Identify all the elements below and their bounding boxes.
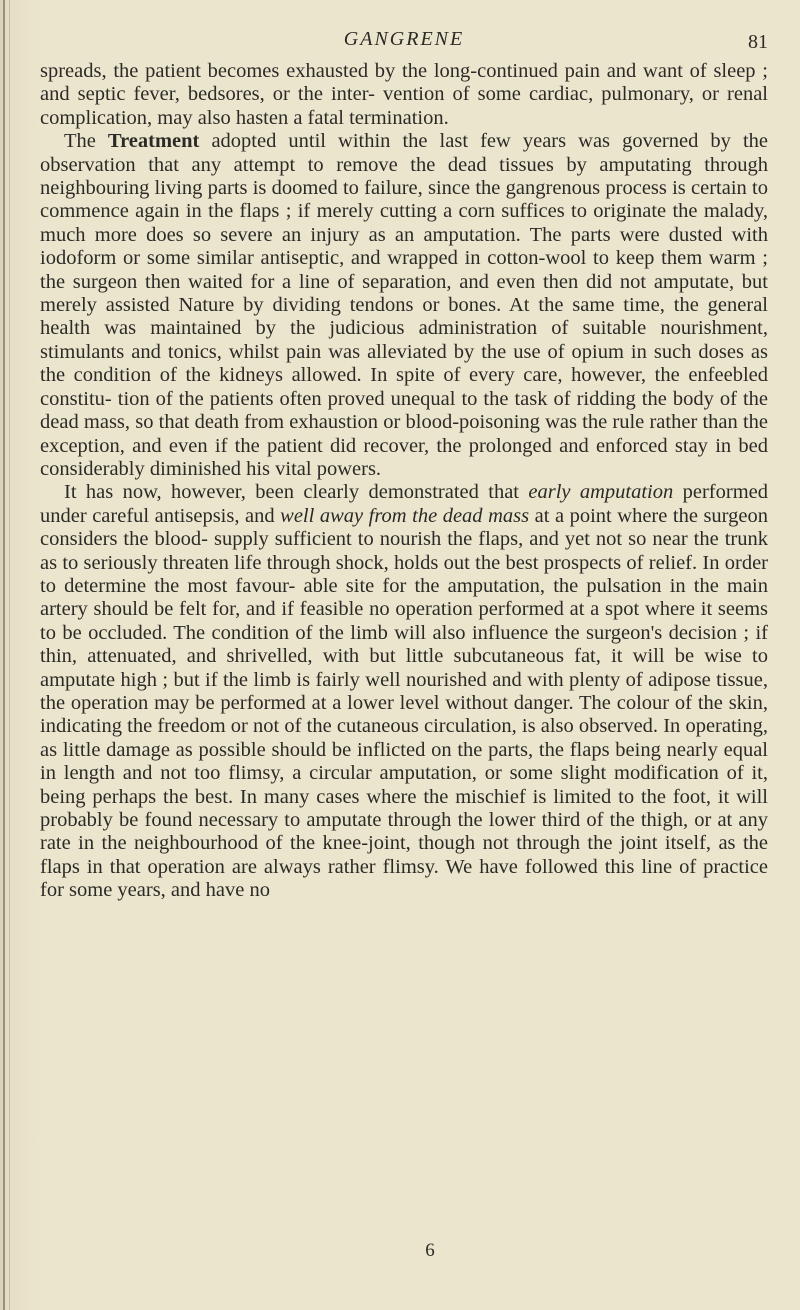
- body-text: [40, 60, 768, 903]
- text-span: at a point where the surgeon considers the blood- supply sufficient to nourish the flaps, and yet not so near the trunk as to seriously threaten life through shock, holds out the best prospects of relief. In order to determine the most favour- able site for the amputation, the pulsation in the main artery should be felt for, and if feasible no operation performed at a spot where it seems to be occluded. The condition of the limb will also influence the surgeon's decision ; if thin, attenuated, and shrivelled, with but little subcutaneous fat, it will be wise to amputate high ; but if the limb is fairly well nourished and with plenty of adipose tissue, the operation may be performed at a lower level without danger. The colour of the skin, indicating the freedom or not of the cutaneous circulation, is also observed. In operating, as little damage as possible should be inflicted on the parts, the flaps being nearly equal in length and not too flimsy, a circular amputation, or some slight modification of it, being perhaps the best. In many cases where the mischief is limited to the foot, it will probably be found necessary to amputate through the lower third of the thigh, or at any rate in the neighbourhood of the knee-joint, though not through the joint itself, as the flaps in that operation are always rather flimsy. We have followed this line of practice for some years, and have no: [40, 504, 768, 902]
- italic-early-amputation: early amputation: [528, 481, 674, 504]
- text-span: adopted until within the last few years was governed by the observation that any attempt to remove the dead tissues by amputating through neighbouring living parts is doomed to failure, since the gangrenous process is certain to commence again in the flaps ; if merely cutting a corn suffices to originate the malady, much more does so severe an injury as an amputation. The parts were dusted with iodoform or some similar antiseptic, and wrapped in cotton-wool to keep them warm ; the surgeon then waited for a line of separation, and even then did not amputate, but merely assisted Nature by dividing tendons or bones. At the same time, the general health was maintained by the judicious administration of suitable nourishment, stimulants and tonics, whilst pain was alleviated by the use of opium in such doses as the condition of the kidneys allowed. In spite of every care, however, the enfeebled constitu- tion of the patients often proved unequal to the task of ridding the body of the dead mass, so that death from exhaustion or blood-poisoning was the rule rather than the exception, and even if the patient did recover, the prolonged and enforced stay in bed considerably diminished his vital powers.: [40, 130, 768, 480]
- paragraph-treatment: [40, 130, 768, 481]
- signature-mark: 6: [425, 1240, 435, 1261]
- text-span: performed under careful antisepsis, and: [40, 481, 768, 527]
- binding-edge: [3, 0, 5, 1310]
- text-span: It has now, however, been clearly demonstrated that: [64, 481, 529, 504]
- italic-well-away: well away from the dead mass: [280, 504, 530, 527]
- running-title: GANGRENE: [343, 28, 465, 50]
- paragraph-continued: spreads, the patient becomes exhausted by the long-continued pain and want of sleep ; and septic fever, bedsores, or the inter- vention of some cardiac, pulmonary, or renal complication, may also hasten a fatal termination.: [40, 60, 768, 129]
- bold-heading-treatment: Treatment: [107, 130, 200, 153]
- running-head: [40, 28, 768, 58]
- text-span: The: [64, 130, 108, 153]
- paragraph-early-amputation: [40, 481, 768, 902]
- page-number: 81: [748, 31, 768, 53]
- binding-shadow: [9, 0, 10, 1310]
